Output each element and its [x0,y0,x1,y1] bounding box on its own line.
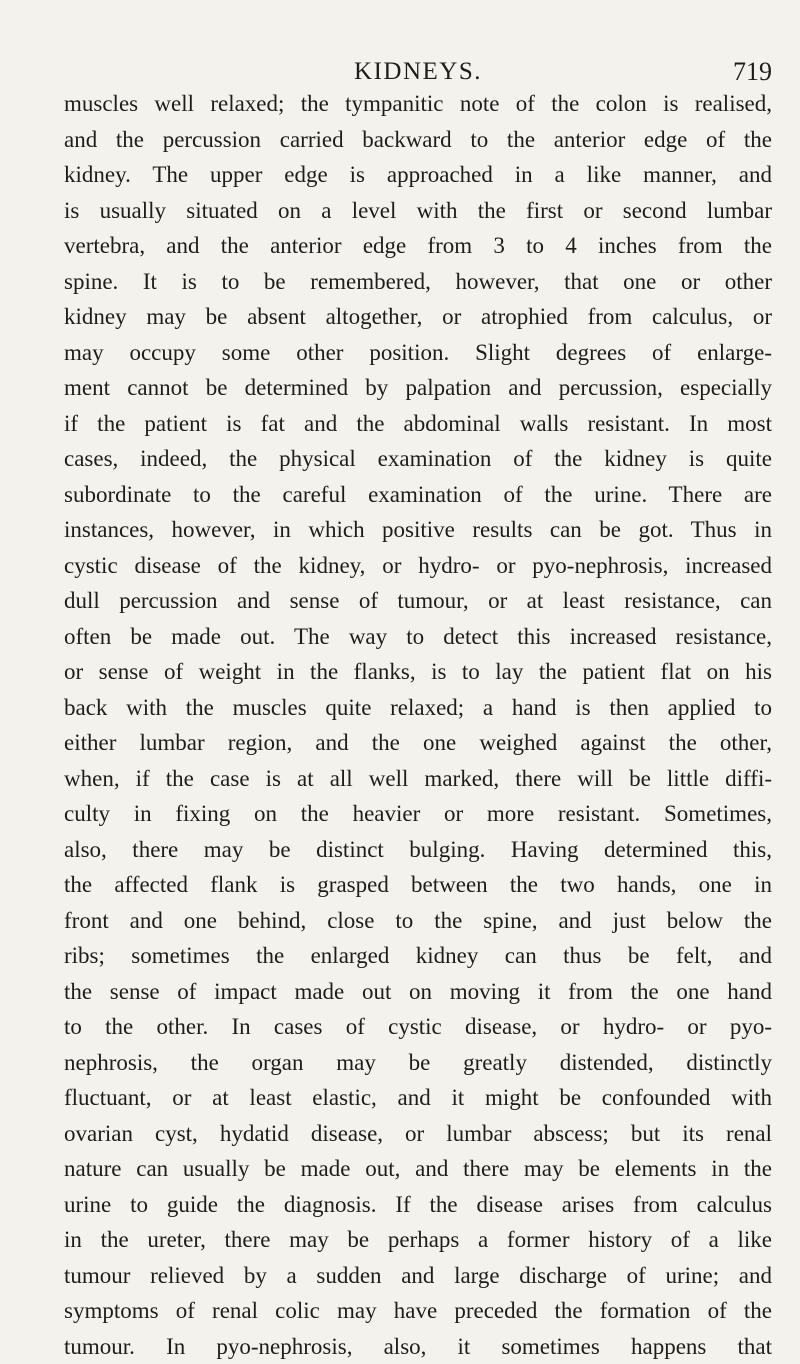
text-line: nephrosis, the organ may be greatly distended, distinctly [64,1045,772,1081]
text-line: tumour relieved by a sudden and large discharge of urine; and [64,1258,772,1294]
text-line: is usually situated on a level with the first or second lumbar [64,193,772,229]
text-line: culty in fixing on the heavier or more resistant. Sometimes, [64,796,772,832]
text-line: kidney. The upper edge is approached in a like manner, and [64,157,772,193]
text-line: urine to guide the diagnosis. If the disease arises from calculus [64,1187,772,1223]
text-line: the affected flank is grasped between the two hands, one in [64,867,772,903]
body-text [64,86,772,1364]
text-line: cases, indeed, the physical examination of the kidney is quite [64,441,772,477]
text-line: when, if the case is at all well marked, there will be little diffi- [64,761,772,797]
text-line: and the percussion carried backward to the anterior edge of the [64,122,772,158]
text-line: in the ureter, there may be perhaps a former history of a like [64,1222,772,1258]
text-line: fluctuant, or at least elastic, and it might be confounded with [64,1080,772,1116]
text-line: subordinate to the careful examination of the urine. There are [64,477,772,513]
text-line: back with the muscles quite relaxed; a hand is then applied to [64,690,772,726]
text-line: or sense of weight in the flanks, is to lay the patient flat on his [64,654,772,690]
text-line: ovarian cyst, hydatid disease, or lumbar abscess; but its renal [64,1116,772,1152]
text-line: dull percussion and sense of tumour, or at least resistance, can [64,583,772,619]
text-line: spine. It is to be remembered, however, that one or other [64,264,772,300]
text-line: symptoms of renal colic may have preceded the formation of the [64,1293,772,1329]
text-line: instances, however, in which positive results can be got. Thus in [64,512,772,548]
text-line: the sense of impact made out on moving it from the one hand [64,974,772,1010]
text-line: also, there may be distinct bulging. Having determined this, [64,832,772,868]
text-line: often be made out. The way to detect this increased resistance, [64,619,772,655]
running-title: KIDNEYS. [64,52,772,92]
text-line: if the patient is fat and the abdominal walls resistant. In most [64,406,772,442]
text-line: either lumbar region, and the one weighed against the other, [64,725,772,761]
text-line: tumour. In pyo-nephrosis, also, it sometimes happens that [64,1329,772,1364]
text-line: cystic disease of the kidney, or hydro- or pyo-nephrosis, increased [64,548,772,584]
text-line: kidney may be absent altogether, or atrophied from calculus, or [64,299,772,335]
text-line: nature can usually be made out, and there may be elements in the [64,1151,772,1187]
text-line: muscles well relaxed; the tympanitic note of the colon is realised, [64,86,772,122]
text-line: vertebra, and the anterior edge from 3 to 4 inches from the [64,228,772,264]
text-line: ribs; sometimes the enlarged kidney can thus be felt, and [64,938,772,974]
text-line: front and one behind, close to the spine, and just below the [64,903,772,939]
text-line: to the other. In cases of cystic disease, or hydro- or pyo- [64,1009,772,1045]
text-line: ment cannot be determined by palpation and percussion, especially [64,370,772,406]
page-number: 719 [733,52,772,92]
text-line: may occupy some other position. Slight degrees of enlarge- [64,335,772,371]
